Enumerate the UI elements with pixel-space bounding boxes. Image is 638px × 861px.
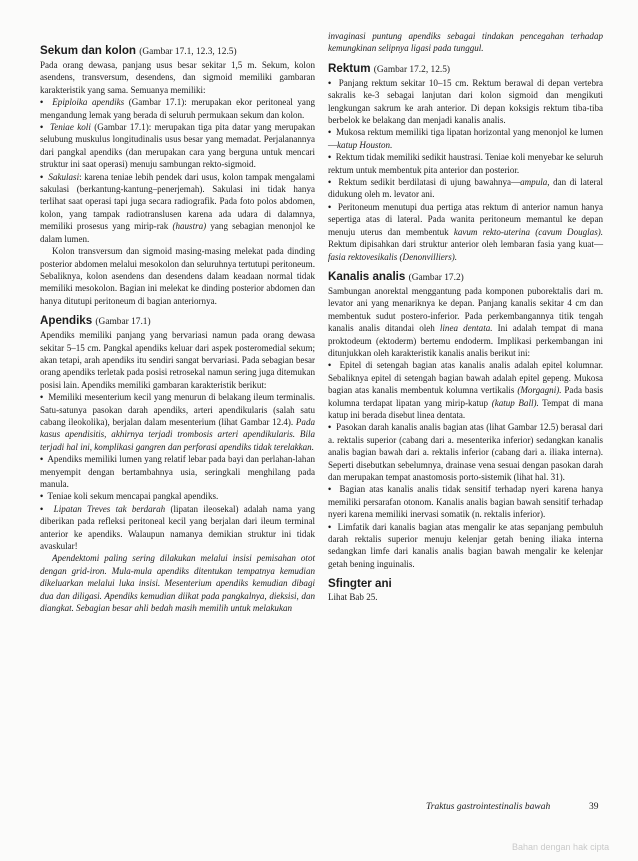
bullet-item: • Rektum tidak memiliki sedikit haustrasi. Teniae koli menyebar ke seluruh rektum untuk membentuk pita anterior dan posterior. xyxy=(328,152,603,175)
bullet-item: • Sakulasi: karena teniae lebih pendek dari usus, kolon tampak mengalami sakulasi (berkantung-kantung–penerjemah). Sakulasi ini tidak hanya terlihat saat operasi tapi juga secara radiografik. Pada foto polos abdomen, kolon, yang tampak radiotranslusen karena ada udara di dalamnya, memiliki prosesus yang mirip-rak (haustra) yang sebagian menonjol ke dalam lumen. xyxy=(40,171,315,244)
paragraph: Apendektomi paling sering dilakukan melalui insisi pemisahan otot dengan grid-iron. Mula-mula apendiks ditentukan tempatnya kemudian dikeluarkan melalui luka insisi. Mesenterium apendiks kemudian dibagi dua dan diligasi. Apendiks kemudian diikat pada pangkalnya, dieksisi, dan diangkat. Sebagian besar ahli bedah masih memilih untuk melakukan xyxy=(40,553,315,614)
paragraph: Lihat Bab 25. xyxy=(328,592,378,603)
paragraph: Sambungan anorektal menggantung pada komponen puborektalis dari m. levator ani yang menariknya ke depan. Panjang kanalis sekitar 4 cm dan membentuk sudut postero-inferior. Pada perkembangannya titik tengah kanalis analis ditandai oleh linea dentata. Ini adalah tempat di mana proktodeum (ektoderm) bertemu endoderm. Implikasi perkembangan ini ditunjukkan oleh karakteristik kanalis analis berikut ini: xyxy=(328,285,603,358)
paragraph: Pada orang dewasa, panjang usus besar sekitar 1,5 m. Sekum, kolon asendens, transversum, desendens, dan sigmoid memiliki gambaran karakteristik yang sama. Semuanya memiliki: xyxy=(40,60,315,95)
bullet-item: • Lipatan Treves tak berdarah (lipatan ileosekal) adalah nama yang diberikan pada refleksi peritoneal kecil yang berjalan dari ileum terminal anterior ke apendiks. Walaupun namanya demikian struktur ini tidak avaskular! xyxy=(40,503,315,552)
figure-reference: (Gambar 17.1, 12.3, 12.5) xyxy=(139,47,237,57)
bullet-item: • Pasokan darah kanalis analis bagian atas (lihat Gambar 12.5) berasal dari a. rektalis superior (cabang dari a. mesenterika inferior) sedangkan kanalis analis bagian bawah dari a. rektalis inferior (cabang dari a. iliaka interna). Seperti disebutkan sebelumnya, drainase vena sesuai dengan pasokan darah dan merupakan tempat anastomosis porto-sistemik (lihat hal. 31). xyxy=(328,422,603,482)
figure-reference: (Gambar 17.1) xyxy=(95,317,151,328)
bullet-item: • Rektum sedikit berdilatasi di ujung bawahnya—ampula, dan di lateral didukung oleh m. levator ani. xyxy=(328,177,603,200)
bullet-item: • Memiliki mesenterium kecil yang menurun di belakang ileum terminalis. Satu-satunya pasokan darah apendiks, arteri apendikularis (salah satu cabang ileokolika), berjalan dalam mesenterium (lihat Gambar 12.4). Pada kasus apendisitis, akhirnya terjadi trombosis arteri apendikularis. Bila terjadi hal ini, komplikasi gangren dan perforasi apendiks tidak terelakkan. xyxy=(40,392,315,452)
left-column xyxy=(40,44,315,614)
section-heading-apendiks xyxy=(40,314,315,329)
bullet-item: • Peritoneum menutupi dua pertiga atas rektum di anterior namun hanya sepertiga atas di lateral. Pada wanita peritoneum memantul ke depan menuju uterus dan membentuk kavum rekto-uterina (cavum Douglas). Rektum dipisahkan dari struktur anterior oleh lembaran fasia yang kuat—fasia rektovesikalis (Denonvilliers). xyxy=(328,201,603,262)
bullet-item: • Teniae koli sekum mencapai pangkal apendiks. xyxy=(40,491,219,502)
bullet-item: • Panjang rektum sekitar 10–15 cm. Rektum berawal di depan vertebra sakralis ke-3 sebagai lanjutan dari kolon sigmoid dan mengikuti lengkungan sakrum ke arah anterior. Di depan koksigis rektum tiba-tiba berbelok ke belakang dan menjadi kanalis analis. xyxy=(328,77,603,126)
bullet-item: • Limfatik dari kanalis bagian atas mengalir ke atas sepanjang pembuluh darah rektalis superior menuju kelenjar getah bening iliaka interna sedangkan limfe dari kanalis analis bagian bawah mengalir ke kelenjar getah bening inguinalis. xyxy=(328,521,603,569)
section-heading-sfingter-ani: Sfingter ani xyxy=(328,577,392,591)
running-title: Traktus gastrointestinalis bawah xyxy=(426,802,551,812)
watermark: Bahan dengan hak cipta xyxy=(512,842,610,852)
bullet-item: • Mukosa rektum memiliki tiga lipatan horizontal yang menonjol ke lumen—katup Houston. xyxy=(328,127,603,150)
figure-reference: (Gambar 17.2, 12.5) xyxy=(373,64,451,75)
section-heading-rektum xyxy=(328,62,603,77)
bullet-item: • Epiploika apendiks (Gambar 17.1): merupakan ekor peritoneal yang mengandung lemak yang berada di seluruh permukaan sekum dan kolon. xyxy=(40,97,315,120)
paragraph: Kolon transversum dan sigmoid masing-masing melekat pada dinding posterior abdomen melalui mesokolon dan seluruhnya tertutupi peritoneum. Sebaliknya, kolon asendens dan desendens dalam keadaan normal tidak memiliki mesokolon. Bagian ini melekat ke dinding posterior abdomen dan hanya ditutupi peritoneum di bagian anteriornya. xyxy=(40,246,315,306)
paragraph-continued: invaginasi puntung apendiks sebagai tindakan pencegahan terhadap kemungkinan selipnya ligasi pada tunggul. xyxy=(328,31,603,54)
heading-text: Rektum xyxy=(328,61,371,75)
heading-text: Sekum dan kolon xyxy=(40,44,136,57)
section-heading-kanalis-analis xyxy=(328,270,603,285)
section-heading-sekum xyxy=(40,44,315,59)
bullet-item: • Teniae koli (Gambar 17.1): merupakan tiga pita datar yang merupakan selubung muskulus longitudinalis usus besar yang memadat. Perjalanannya dari pangkal apendiks (dan merupakan cara yang berguna untuk mencari struktur ini saat operasi) menuju sambungan rekto-sigmoid. xyxy=(40,122,315,170)
heading-text: Apendiks xyxy=(40,314,93,328)
figure-reference: (Gambar 17.2) xyxy=(408,272,464,283)
bullet-item: • Apendiks memiliki lumen yang relatif lebar pada bayi dan perlahan-lahan menyempit dengan bertambahnya usia, seringkali menghilang pada manula. xyxy=(40,454,315,489)
bullet-item: • Bagian atas kanalis analis tidak sensitif terhadap nyeri karena hanya memiliki persarafan otonom. Kanalis analis bagian bawah sensitif terhadap nyeri karena memiliki inervasi somatik (n. rektalis inferior). xyxy=(328,484,604,520)
bullet-item: • Epitel di setengah bagian atas kanalis analis adalah epitel kolumnar. Sebaliknya epitel di setengah bagian bawah adalah epitel gepeng. Mukosa bagian atas kanalis membentuk kolumna vertikalis (Morgagni). Pada basis kolumna terdapat lipatan yang mirip-katup (katup Ball). Tempat di mana katup ini berada disebut linea dentata. xyxy=(328,360,603,420)
heading-text: Kanalis analis xyxy=(328,269,406,283)
right-column xyxy=(328,30,603,604)
page-number: 39 xyxy=(589,802,599,812)
paragraph: Apendiks memiliki panjang yang bervariasi namun pada orang dewasa sekitar 5–15 cm. Pangkal apendiks keluar dari aspek posteromedial sekum; akan tetapi, arah apendiks itu sendiri sangat bervariasi. Pada sebagian besar orang apendiks terletak pada posisi retrosekal namun sering juga ditemukan posisi lain. Apendiks memiliki gambaran karakteristik berikut: xyxy=(40,330,315,390)
